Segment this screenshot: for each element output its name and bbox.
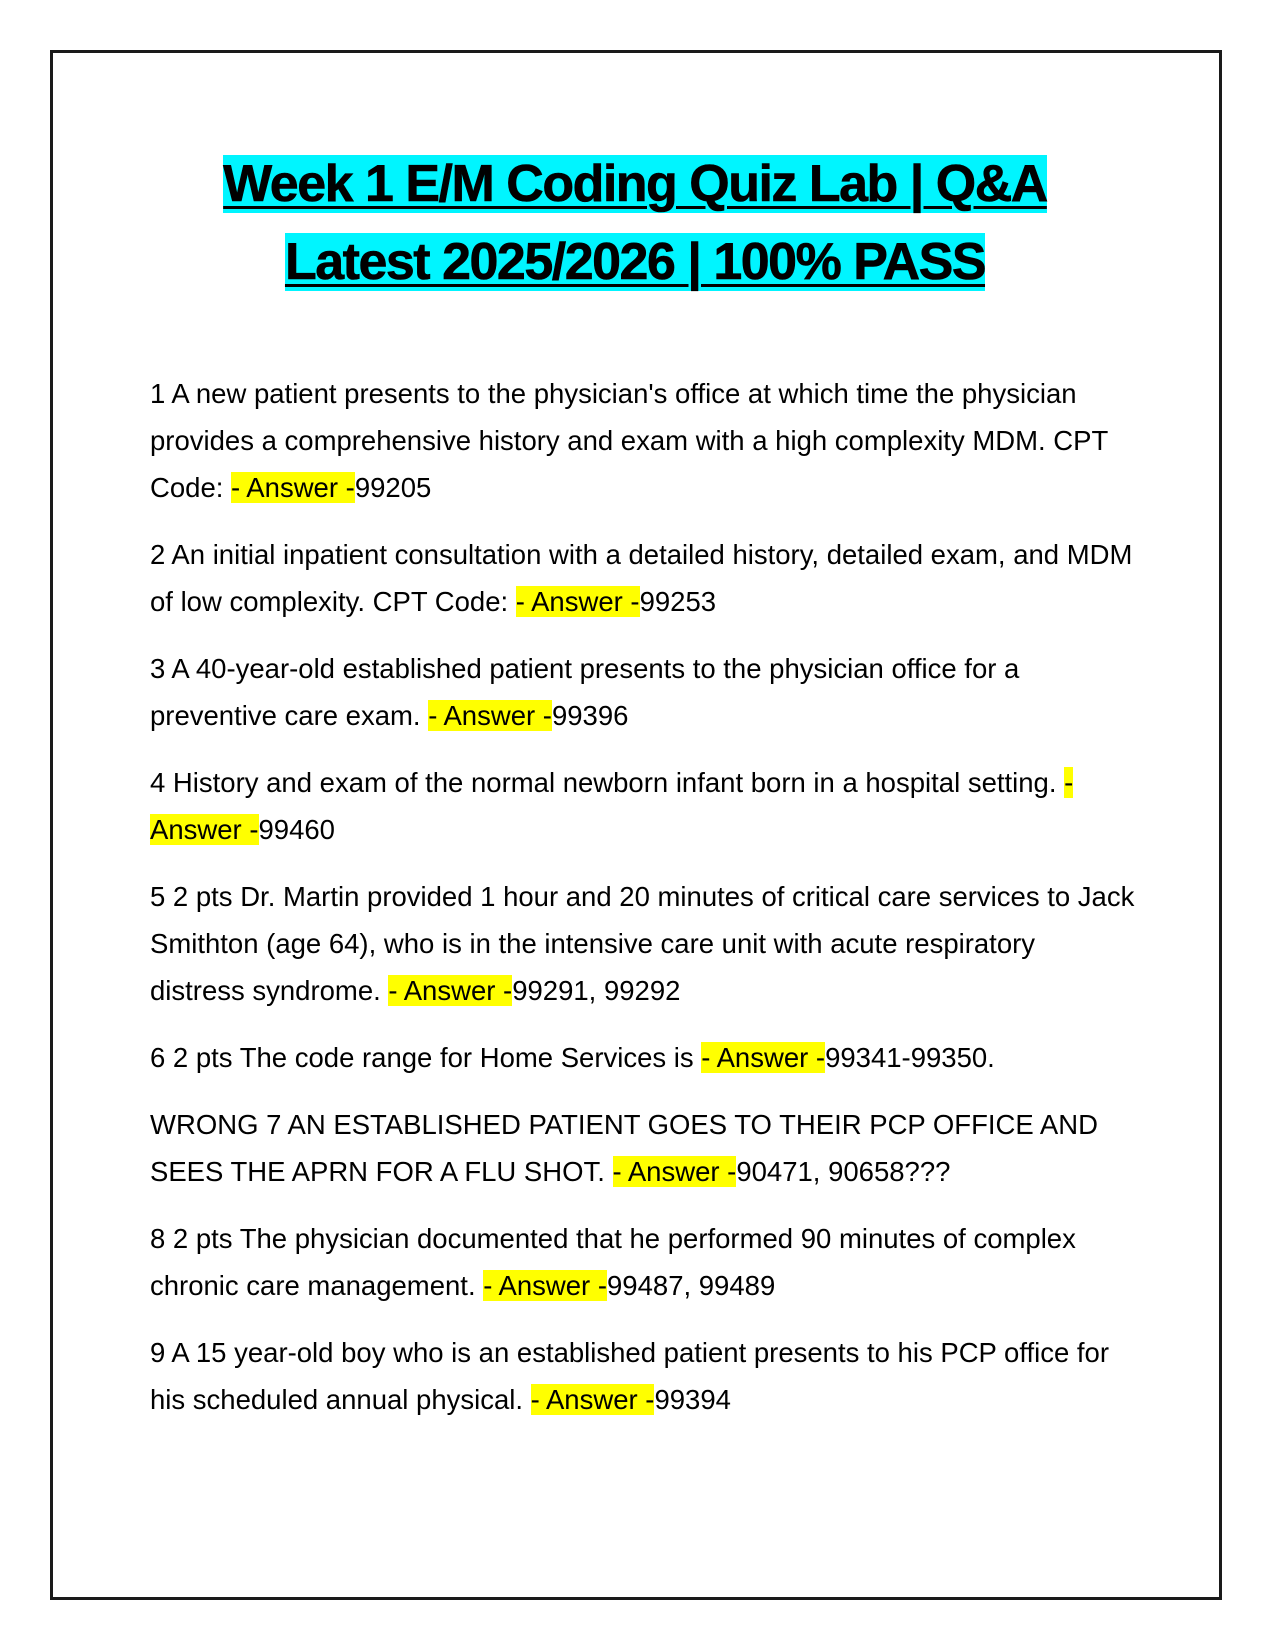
answer-text: 90471, 90658???: [736, 1156, 951, 1187]
answer-marker: - Answer -: [530, 1384, 655, 1415]
answer-text: 99460: [258, 814, 335, 845]
qa-item-7: [150, 1101, 1135, 1195]
answer-text: 99291, 99292: [512, 975, 681, 1006]
qa-item-1: [150, 370, 1135, 511]
question-text: 6 2 pts The code range for Home Services is: [150, 1042, 702, 1073]
answer-marker: - Answer -: [231, 472, 355, 503]
answer-marker: - Answer -: [515, 586, 640, 617]
answer-text: 99253: [639, 586, 717, 617]
title-line-1: Week 1 E/M Coding Quiz Lab | Q&A: [223, 155, 1047, 213]
answer-marker: - Answer -: [612, 1156, 737, 1187]
document-title: [60, 145, 1210, 301]
question-text: 4 History and exam of the normal newborn infant born in a hospital setting.: [150, 767, 1065, 798]
qa-item-2: [150, 531, 1135, 625]
question-text: 8 2 pts The physician documented that he performed 90 minutes of complex chronic care management.: [150, 1223, 1076, 1301]
answer-marker: - Answer -: [428, 700, 552, 731]
question-text: 1 A new patient presents to the physician's office at which time the physician provides a comprehensive history and exam with a high complexity MDM. CPT Code:: [150, 378, 1108, 503]
qa-item-9: [150, 1329, 1135, 1423]
answer-text: 99341-99350.: [825, 1042, 995, 1073]
question-text: 5 2 pts Dr. Martin provided 1 hour and 20 minutes of critical care services to Jack Smithton (age 64), who is in the intensive care unit with acute respiratory distress syndrome.: [150, 881, 1135, 1006]
qa-item-5: [150, 873, 1135, 1014]
question-text: WRONG 7 AN ESTABLISHED PATIENT GOES TO THEIR PCP OFFICE AND SEES THE APRN FOR A FLU SHOT.: [150, 1109, 1098, 1187]
answer-marker: - Answer -: [388, 975, 513, 1006]
qa-item-6: [150, 1034, 1135, 1081]
qa-item-4: [150, 759, 1135, 853]
answer-text: 99394: [654, 1384, 731, 1415]
qa-item-8: [150, 1215, 1135, 1309]
qa-list: [150, 370, 1135, 1443]
answer-text: 99205: [354, 472, 432, 503]
answer-marker: - Answer -: [483, 1270, 608, 1301]
question-text: 2 An initial inpatient consultation with a detailed history, detailed exam, and MDM of low complexity. CPT Code:: [150, 539, 1133, 617]
answer-marker: - Answer -: [150, 767, 1074, 845]
answer-text: 99487, 99489: [607, 1270, 776, 1301]
title-line-2: Latest 2025/2026 | 100% PASS: [284, 233, 986, 291]
question-text: 3 A 40-year-old established patient presents to the physician office for a preventive care exam.: [150, 653, 1020, 731]
answer-text: 99396: [551, 700, 629, 731]
answer-marker: - Answer -: [701, 1042, 826, 1073]
question-text: 9 A 15 year-old boy who is an established patient presents to his PCP office for his scheduled annual physical.: [150, 1337, 1110, 1415]
qa-item-3: [150, 645, 1135, 739]
